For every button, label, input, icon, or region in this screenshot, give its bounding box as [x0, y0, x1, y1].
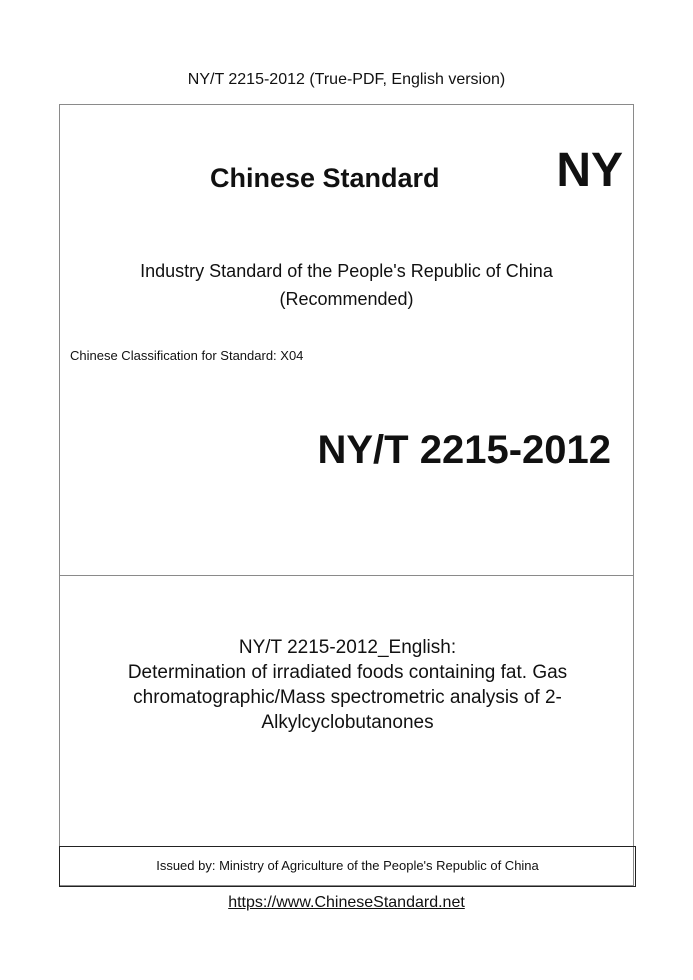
issuer-box — [59, 846, 636, 887]
section-divider — [60, 575, 633, 576]
brand-code: NY — [556, 144, 623, 197]
classification-label: Chinese Classification for Standard: X04 — [70, 348, 304, 363]
brand-title: Chinese Standard — [210, 163, 440, 193]
title-line: chromatographic/Mass spectrometric analysis of 2- — [133, 687, 562, 708]
document-title — [80, 635, 615, 735]
page-header: NY/T 2215-2012 (True-PDF, English version) — [187, 71, 506, 88]
industry-line: Industry Standard of the People's Republic of China — [140, 261, 553, 281]
footer — [0, 893, 693, 913]
title-line: Determination of irradiated foods containing fat. Gas — [127, 662, 568, 683]
issuer-text: Issued by: Ministry of Agriculture of the People's Republic of China — [156, 858, 539, 873]
recommended-line: (Recommended) — [279, 289, 414, 309]
industry-statement — [60, 257, 633, 313]
cover-frame — [59, 104, 634, 886]
website-link[interactable]: https://www.ChineseStandard.net — [228, 894, 465, 911]
title-line: NY/T 2215-2012_English: — [238, 637, 457, 658]
title-line: Alkylcyclobutanones — [261, 712, 434, 733]
standard-number: NY/T 2215-2012 — [317, 428, 611, 472]
